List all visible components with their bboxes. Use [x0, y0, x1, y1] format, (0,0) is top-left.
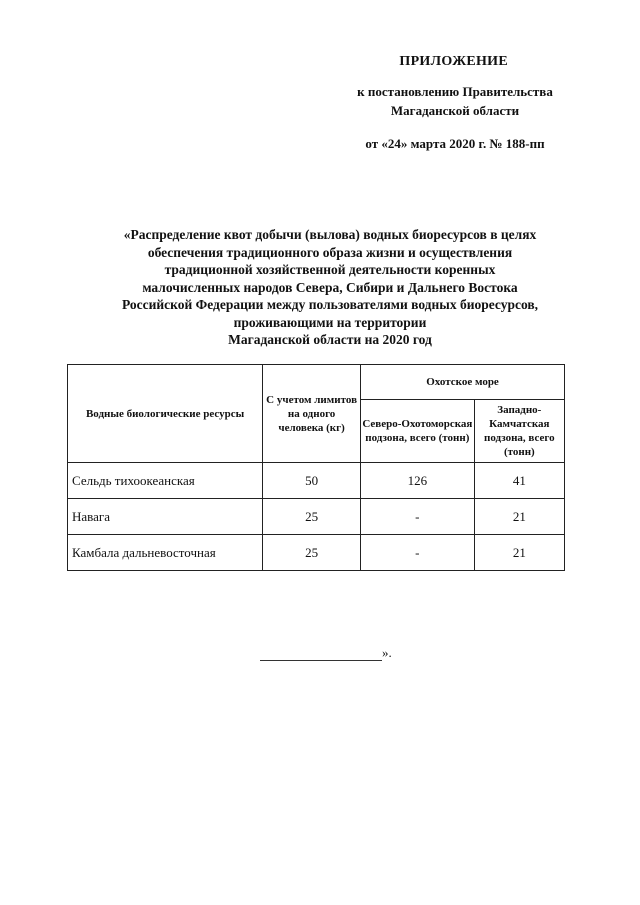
- closing-quote: ».: [382, 645, 392, 660]
- appendix-region: Магаданской области: [390, 103, 520, 118]
- title-line: традиционной хозяйственной деятельности коренных: [164, 262, 496, 277]
- title-line: проживающими на территории: [233, 314, 427, 330]
- appendix-block: [330, 54, 580, 153]
- title-line: Российской Федерации между пользователями водных биоресурсов,: [121, 297, 539, 312]
- cell-resource: Сельдь тихоокеанская: [68, 463, 263, 499]
- title-line: «Распределение квот добычи (вылова) водных биоресурсов в целях: [123, 227, 537, 242]
- header-west-kamchatka: Западно-Камчатская подзона, всего (тонн): [474, 400, 564, 463]
- header-north-okhotsk: Северо-Охотоморская подзона, всего (тонн): [361, 400, 475, 463]
- table-row: [68, 535, 565, 571]
- signature-rule: [260, 648, 382, 661]
- appendix-resolution: к постановлению Правительства: [357, 84, 553, 99]
- document-title: [70, 226, 590, 349]
- cell-west: 21: [474, 535, 564, 571]
- header-limits: С учетом лимитов на одного человека (кг): [263, 365, 361, 463]
- header-resources: Водные биологические ресурсы: [68, 365, 263, 463]
- table-row: [68, 463, 565, 499]
- title-line: обеспечения традиционного образа жизни и осуществления: [147, 244, 513, 260]
- cell-west: 21: [474, 499, 564, 535]
- title-line: малочисленных народов Севера, Сибири и Дальнего Востока: [142, 279, 518, 295]
- cell-north: -: [361, 499, 475, 535]
- title-line: Магаданской области на 2020 год: [228, 332, 432, 347]
- cell-north: 126: [361, 463, 475, 499]
- appendix-date-number: от «24» марта 2020 г. № 188-пп: [365, 136, 545, 151]
- cell-resource: Камбала дальневосточная: [68, 535, 263, 571]
- quota-table: [67, 364, 565, 571]
- cell-limit: 25: [263, 535, 361, 571]
- cell-limit: 25: [263, 499, 361, 535]
- cell-limit: 50: [263, 463, 361, 499]
- header-okhotsk-sea: Охотское море: [361, 365, 565, 400]
- cell-north: -: [361, 535, 475, 571]
- cell-west: 41: [474, 463, 564, 499]
- table-row: [68, 499, 565, 535]
- appendix-heading: ПРИЛОЖЕНИЕ: [399, 54, 508, 69]
- cell-resource: Навага: [68, 499, 263, 535]
- closing-line: [260, 645, 392, 661]
